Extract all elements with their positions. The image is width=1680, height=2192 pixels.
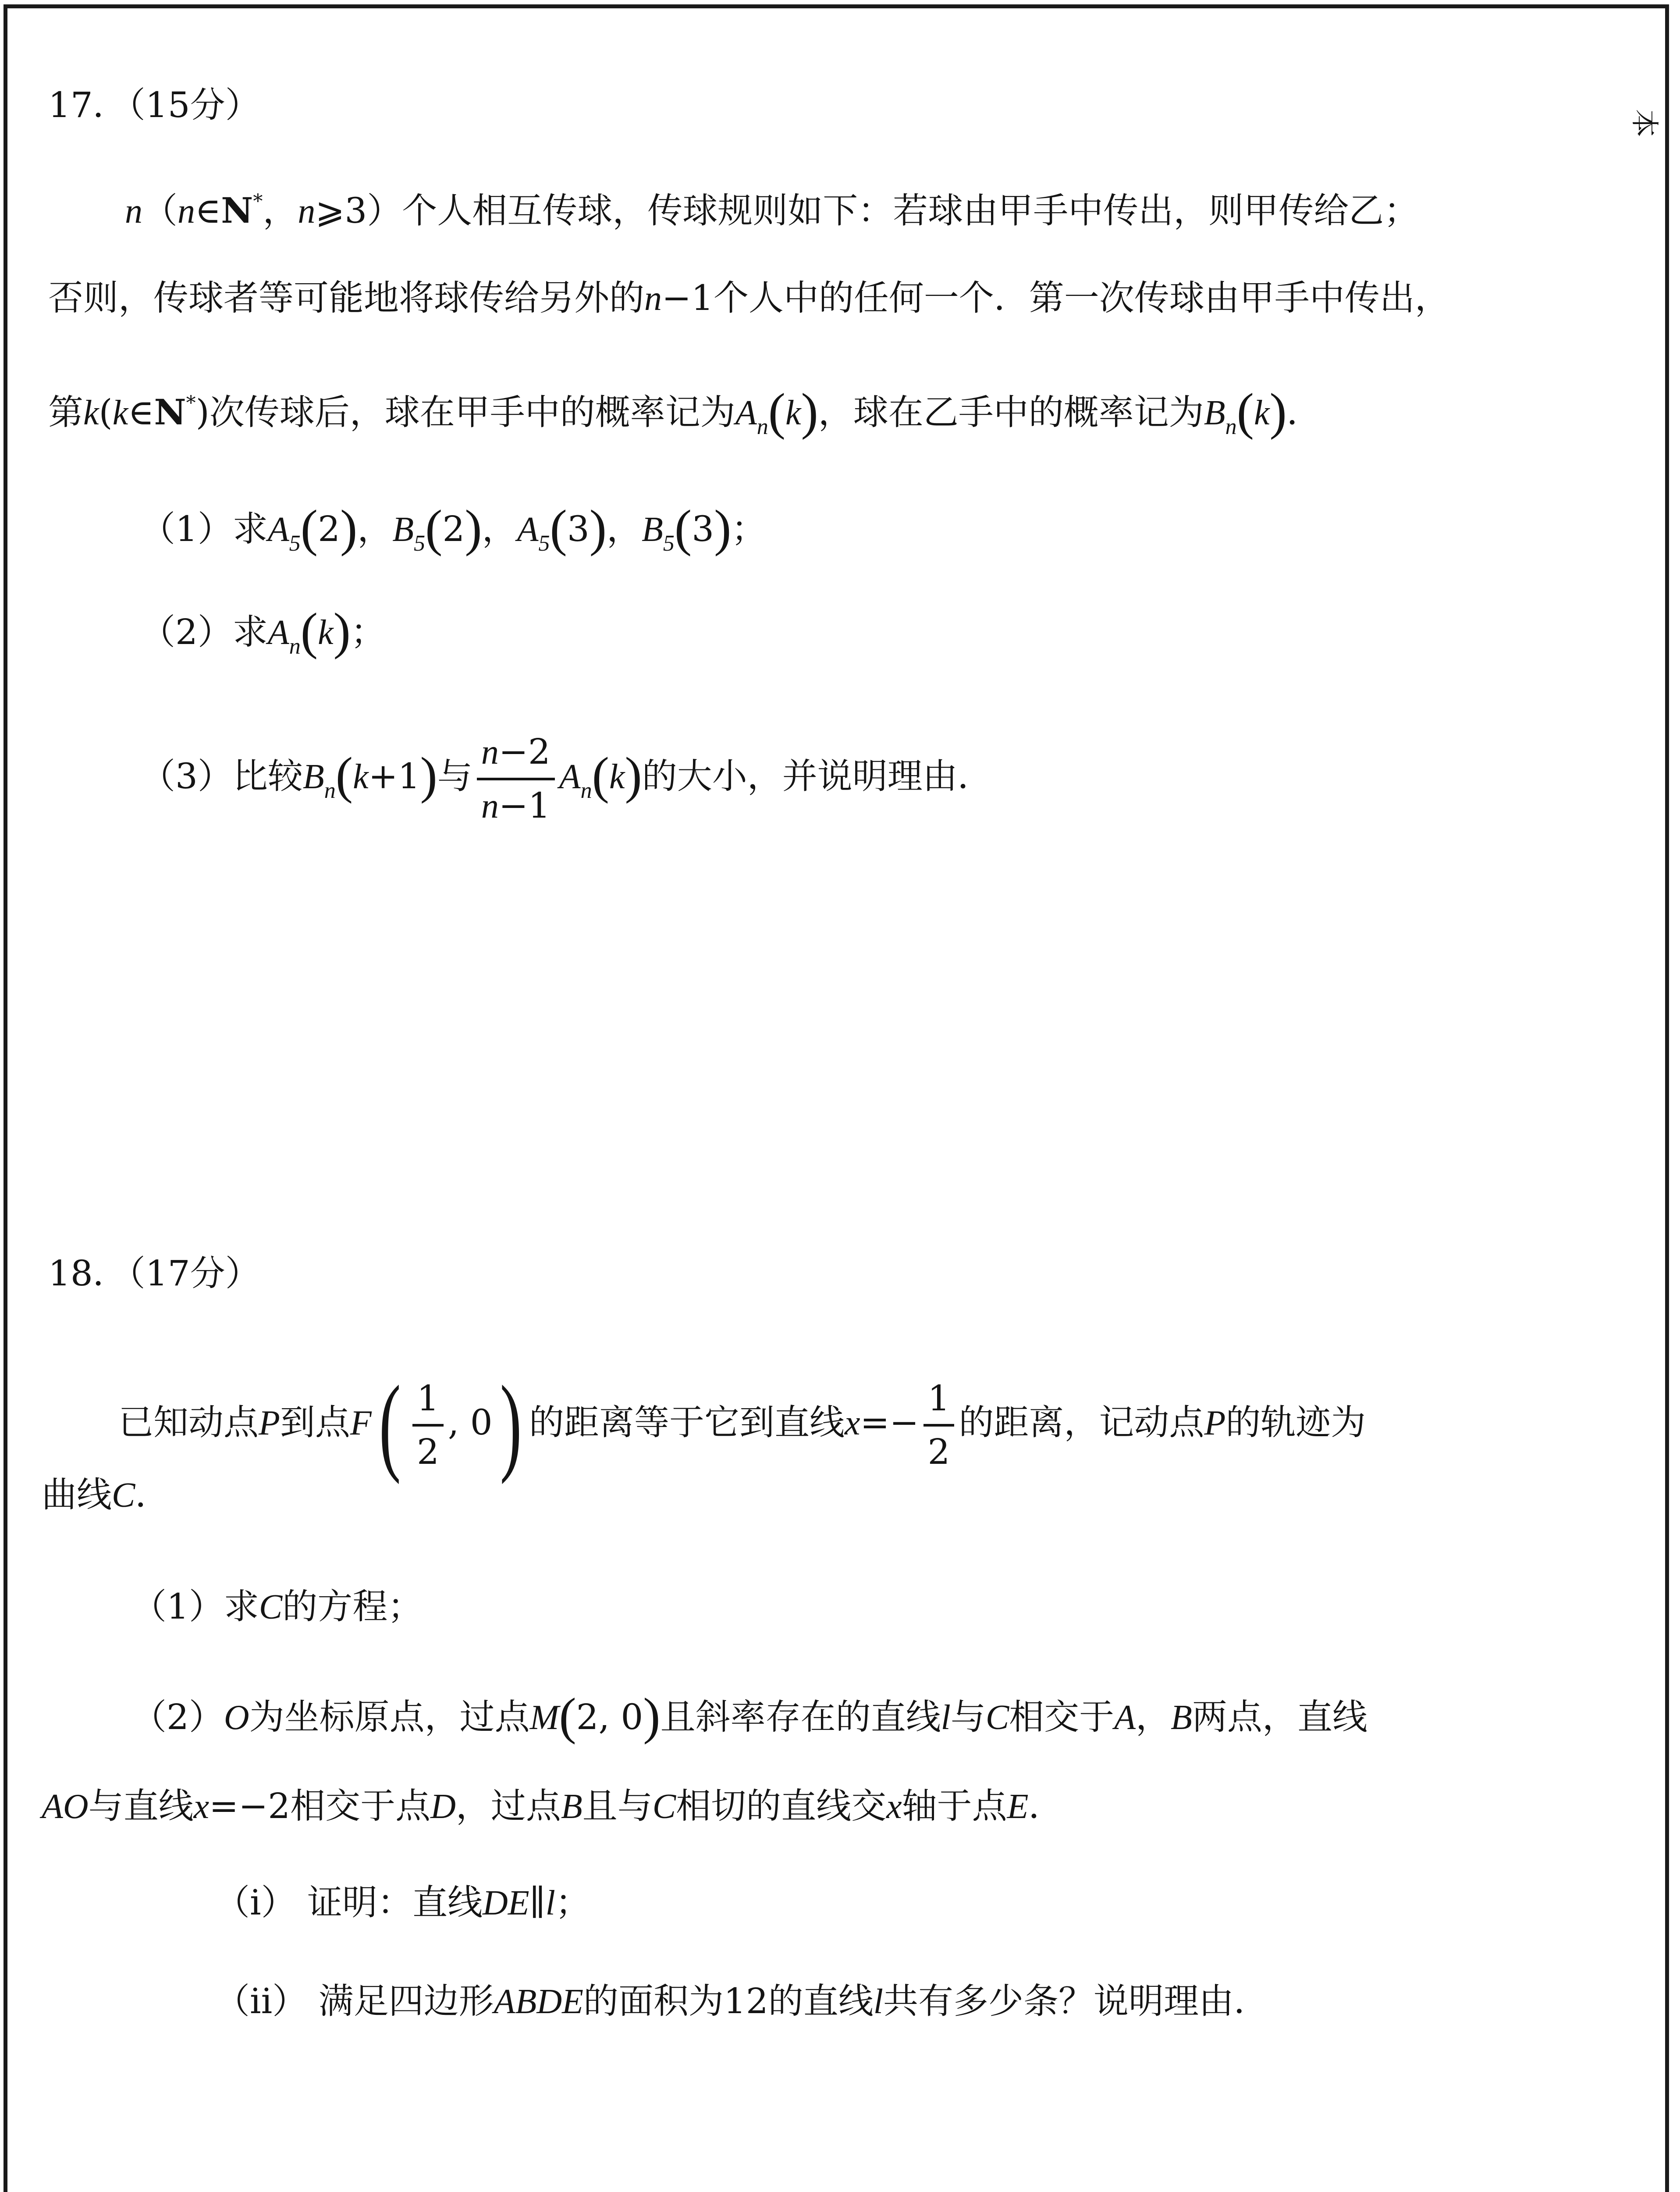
q18-part1: （1）求C的方程； — [131, 1586, 423, 1627]
q18-stem-line2: 曲线C． — [42, 1474, 170, 1515]
q17-stem-line3: 第k(k∈N*)次传球后，球在甲手中的概率记为$A_n(k)$，球在乙手中的概率记为$B_n(k)$． — [48, 383, 1322, 440]
fraction-n-minus-2-over-n-minus-1: $\frac{n-2}{n-1}$ — [477, 730, 555, 828]
fraction-one-half: $\frac{1}{2}$ — [412, 1377, 444, 1474]
fraction-neg-one-half: $\frac{1}{2}$ — [923, 1377, 955, 1474]
q17-part2: （2）求$A_n(k)$； — [140, 602, 386, 660]
q18-part2-line2: AO与直线x=−2相交于点D，过点B且与C相切的直线交x轴于点E． — [42, 1786, 1064, 1826]
q17-part3: （3）比较$B_n(k+1)$与 $\frac{n-2}{n-1}$ $A_n(k)$的大小，并说明理由． — [140, 730, 993, 828]
q18-part2-sub-i: （i） 证明：直线DE∥l； — [215, 1882, 590, 1923]
q18-stem-line1: 已知动点P到点F( $\frac{1}{2}$ , 0) 的距离等于它到直线x=− $\frac{1}{2}$ 的距离，记动点P的轨迹为 — [118, 1363, 1366, 1485]
q17-stem-line1: n（n∈N*，n⩾3）个人相互传球，传球规则如下：若球由甲手中传出，则甲传给乙； — [125, 190, 1419, 231]
q17-stem-line2: 否则，传球者等可能地将球传给另外的n−1个人中的任何一个．第一次传球由甲手中传出， — [48, 278, 1450, 318]
page-border — [4, 4, 1669, 2192]
q18-header: 18．（17分） — [48, 1253, 260, 1294]
q17-header: 17．（15分） — [48, 85, 260, 125]
q17-part1: （1）求$A_5(2)$，$B_5(2)$，$A_5(3)$，$B_5(3)$； — [140, 499, 767, 557]
q18-part2-line1: （2）O为坐标原点，过点M(2, 0)且斜率存在的直线l与C相交于A，B两点，直线 — [131, 1687, 1367, 1745]
corner-mark: 本 — [1628, 109, 1660, 137]
q18-part2-sub-ii: （ii） 满足四边形ABDE的面积为12的直线l共有多少条？说明理由． — [215, 1981, 1269, 2021]
